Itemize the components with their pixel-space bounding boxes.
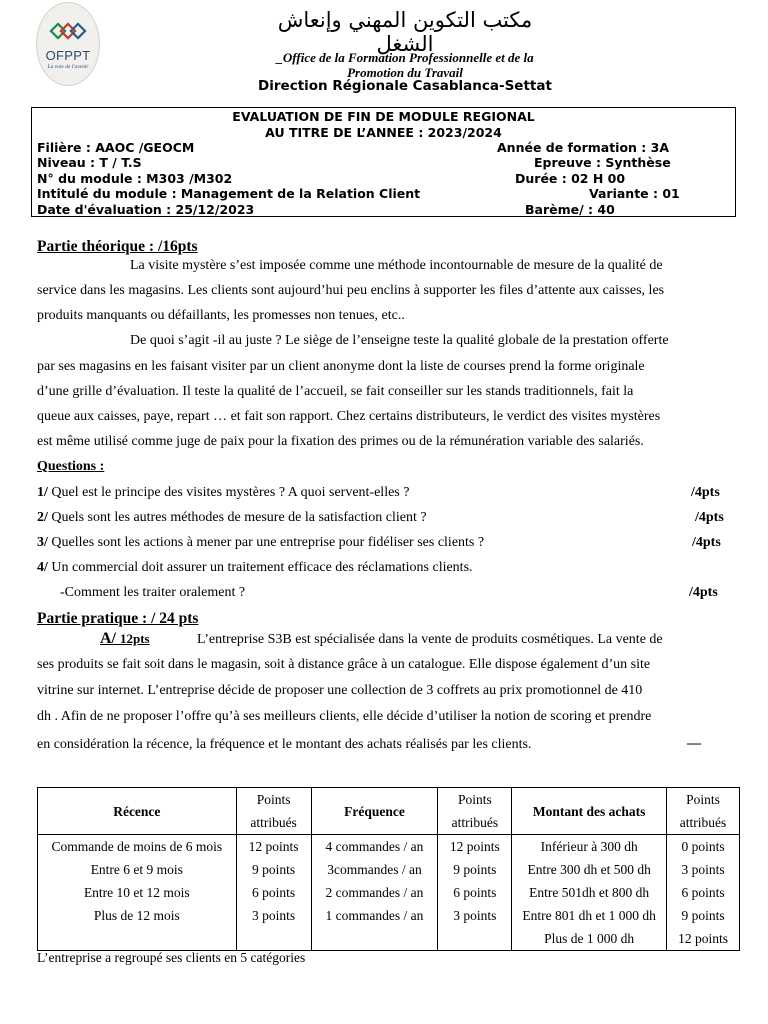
table-row (38, 881, 740, 904)
arabic-title: مكتب التكوين المهني وإنعاش الشغل (277, 8, 533, 56)
table-cell: Entre 10 et 12 mois (38, 881, 237, 904)
question-4: 4/ Un commercial doit assurer un traitement efficace des réclamations clients. (37, 560, 473, 575)
table-cell: 4 commandes / an (311, 835, 438, 859)
table-cell: 1 commandes / an (311, 904, 438, 927)
table-cell: 0 points (667, 835, 740, 859)
paragraph-line: par ses magasins en les faisant visiter par un client anonyme dont la liste de courses prend la forme originale (37, 359, 645, 374)
paragraph-line: De quoi s’agit -il au juste ? Le siège de l’enseigne teste la qualité globale de la prestation offerte (130, 333, 669, 348)
table-cell: 6 points (438, 881, 512, 904)
ofppt-logo (36, 2, 100, 86)
questions-label: Questions : (37, 459, 105, 474)
exam-year: AU TITRE DE L’ANNEE : 2023/2024 (265, 125, 502, 140)
table-cell (38, 927, 237, 951)
table-cell: 9 points (667, 904, 740, 927)
question-2: 2/ Quels sont les autres méthodes de mesure de la satisfaction client ? (37, 510, 427, 525)
table-cell: 3 points (667, 858, 740, 881)
question-4-sub: -Comment les traiter oralement ? (60, 585, 246, 600)
table-header-row (38, 788, 740, 835)
part-a-label: A/ 12pts (100, 630, 150, 647)
table-cell: 6 points (236, 881, 311, 904)
evaluation-date: Date d'évaluation : 25/12/2023 (37, 202, 255, 217)
table-cell: 12 points (236, 835, 311, 859)
paragraph-line: d’une grille d’évaluation. Il teste la qualité de l’accueil, se fait conseiller sur les stands traditionnels, fait la (37, 384, 634, 399)
question-3-points: /4pts (692, 535, 721, 550)
logo-tagline: La voie de l'avenir (47, 64, 89, 70)
table-header-cell: Points attribués (236, 788, 311, 835)
module-title: Intitulé du module : Management de la Relation Client (37, 186, 421, 201)
table-header-cell: Fréquence (311, 788, 438, 835)
table-header-cell: Montant des achats (512, 788, 667, 835)
table-cell: 3 points (438, 904, 512, 927)
table-cell: 9 points (236, 858, 311, 881)
table-cell: 12 points (438, 835, 512, 859)
paragraph-line: en considération la récence, la fréquence et le montant des achats réalisés par les clients. (37, 737, 532, 752)
variante: Variante : 01 (589, 186, 680, 201)
trailing-dash: — (687, 736, 701, 751)
bareme: Barème/ : 40 (525, 202, 615, 217)
filiere: Filière : AAOC /GEOCM (37, 140, 195, 155)
exam-title: EVALUATION DE FIN DE MODULE REGIONAL (232, 109, 535, 124)
table-row (38, 835, 740, 859)
paragraph-line: vitrine sur internet. L’entreprise décide de proposer une collection de 3 coffrets au prix promotionnel de 410 (37, 683, 643, 698)
paragraph-line: La visite mystère s’est imposée comme une méthode incontournable de mesure de la qualité de (130, 258, 663, 273)
table-cell: 3 points (236, 904, 311, 927)
table-cell (438, 927, 512, 951)
paragraph-line: queue aux caisses, paye, repart … et fait son rapport. Chez certains distributeurs, le verdict des visites mystères (37, 409, 661, 424)
direction-title: Direction Régionale Casablanca-Settat (258, 78, 552, 94)
categories-note: L’entreprise a regroupé ses clients en 5 catégories (37, 950, 306, 965)
table-row (38, 927, 740, 951)
paragraph-line: L’entreprise S3B est spécialisée dans la vente de produits cosmétiques. La vente de (197, 632, 663, 647)
table-cell: Entre 300 dh et 500 dh (512, 858, 667, 881)
logo-emblem-icon (48, 16, 88, 46)
table-cell: 3commandes / an (311, 858, 438, 881)
annee-formation: Année de formation : 3A (497, 140, 670, 155)
duree: Durée : 02 H 00 (515, 171, 626, 186)
paragraph-line: est même utilisé comme juge de paix pour la fixation des primes ou de la rémunération variable des salariés. (37, 434, 644, 449)
table-header-cell: Points attribués (667, 788, 740, 835)
table-row (38, 858, 740, 881)
office-line-1: _Office de la Formation Professionnelle et de la (276, 50, 534, 65)
module-number: N° du module : M303 /M302 (37, 171, 233, 186)
table-cell: 2 commandes / an (311, 881, 438, 904)
table-cell: Inférieur à 300 dh (512, 835, 667, 859)
table-cell: Entre 501dh et 800 dh (512, 881, 667, 904)
question-2-points: /4pts (695, 510, 724, 525)
office-line-2: Promotion du Travail (347, 65, 463, 80)
question-3: 3/ Quelles sont les actions à mener par une entreprise pour fidéliser ses clients ? (37, 535, 485, 550)
epreuve: Epreuve : Synthèse (534, 155, 671, 170)
table-cell: Plus de 12 mois (38, 904, 237, 927)
paragraph-line: dh . Afin de ne proposer l’offre qu’à ses meilleurs clients, elle décide d’utiliser la notion de scoring et prendre (37, 709, 652, 724)
logo-text: OFPPT (45, 48, 91, 63)
question-4-points: /4pts (689, 585, 718, 600)
table-cell: Entre 6 et 9 mois (38, 858, 237, 881)
paragraph-line: ses produits se fait soit dans le magasin, soit à distance grâce à un catalogue. Elle dispose également d’un site (37, 657, 651, 672)
practice-heading: Partie pratique : / 24 pts (37, 610, 199, 627)
niveau: Niveau : T / T.S (37, 155, 142, 170)
table-cell: 6 points (667, 881, 740, 904)
scoring-table (37, 787, 740, 951)
paragraph-line: service dans les magasins. Les clients sont aujourd’hui peu enclins à supporter les files d’attente aux caisses, les (37, 283, 665, 298)
paragraph-line: produits manquants ou défaillants, les promesses non tenues, etc.. (37, 308, 405, 323)
table-header-cell: Récence (38, 788, 237, 835)
table-cell: 9 points (438, 858, 512, 881)
exam-info-box (31, 107, 736, 217)
table-row (38, 904, 740, 927)
question-1: 1/ Quel est le principe des visites mystères ? A quoi servent-elles ? (37, 485, 410, 500)
theory-heading: Partie théorique : /16pts (37, 238, 198, 255)
table-cell: Entre 801 dh et 1 000 dh (512, 904, 667, 927)
table-cell: Commande de moins de 6 mois (38, 835, 237, 859)
table-cell: Plus de 1 000 dh (512, 927, 667, 951)
table-cell: 12 points (667, 927, 740, 951)
question-1-points: /4pts (691, 485, 720, 500)
table-cell (236, 927, 311, 951)
table-header-cell: Points attribués (438, 788, 512, 835)
table-cell (311, 927, 438, 951)
